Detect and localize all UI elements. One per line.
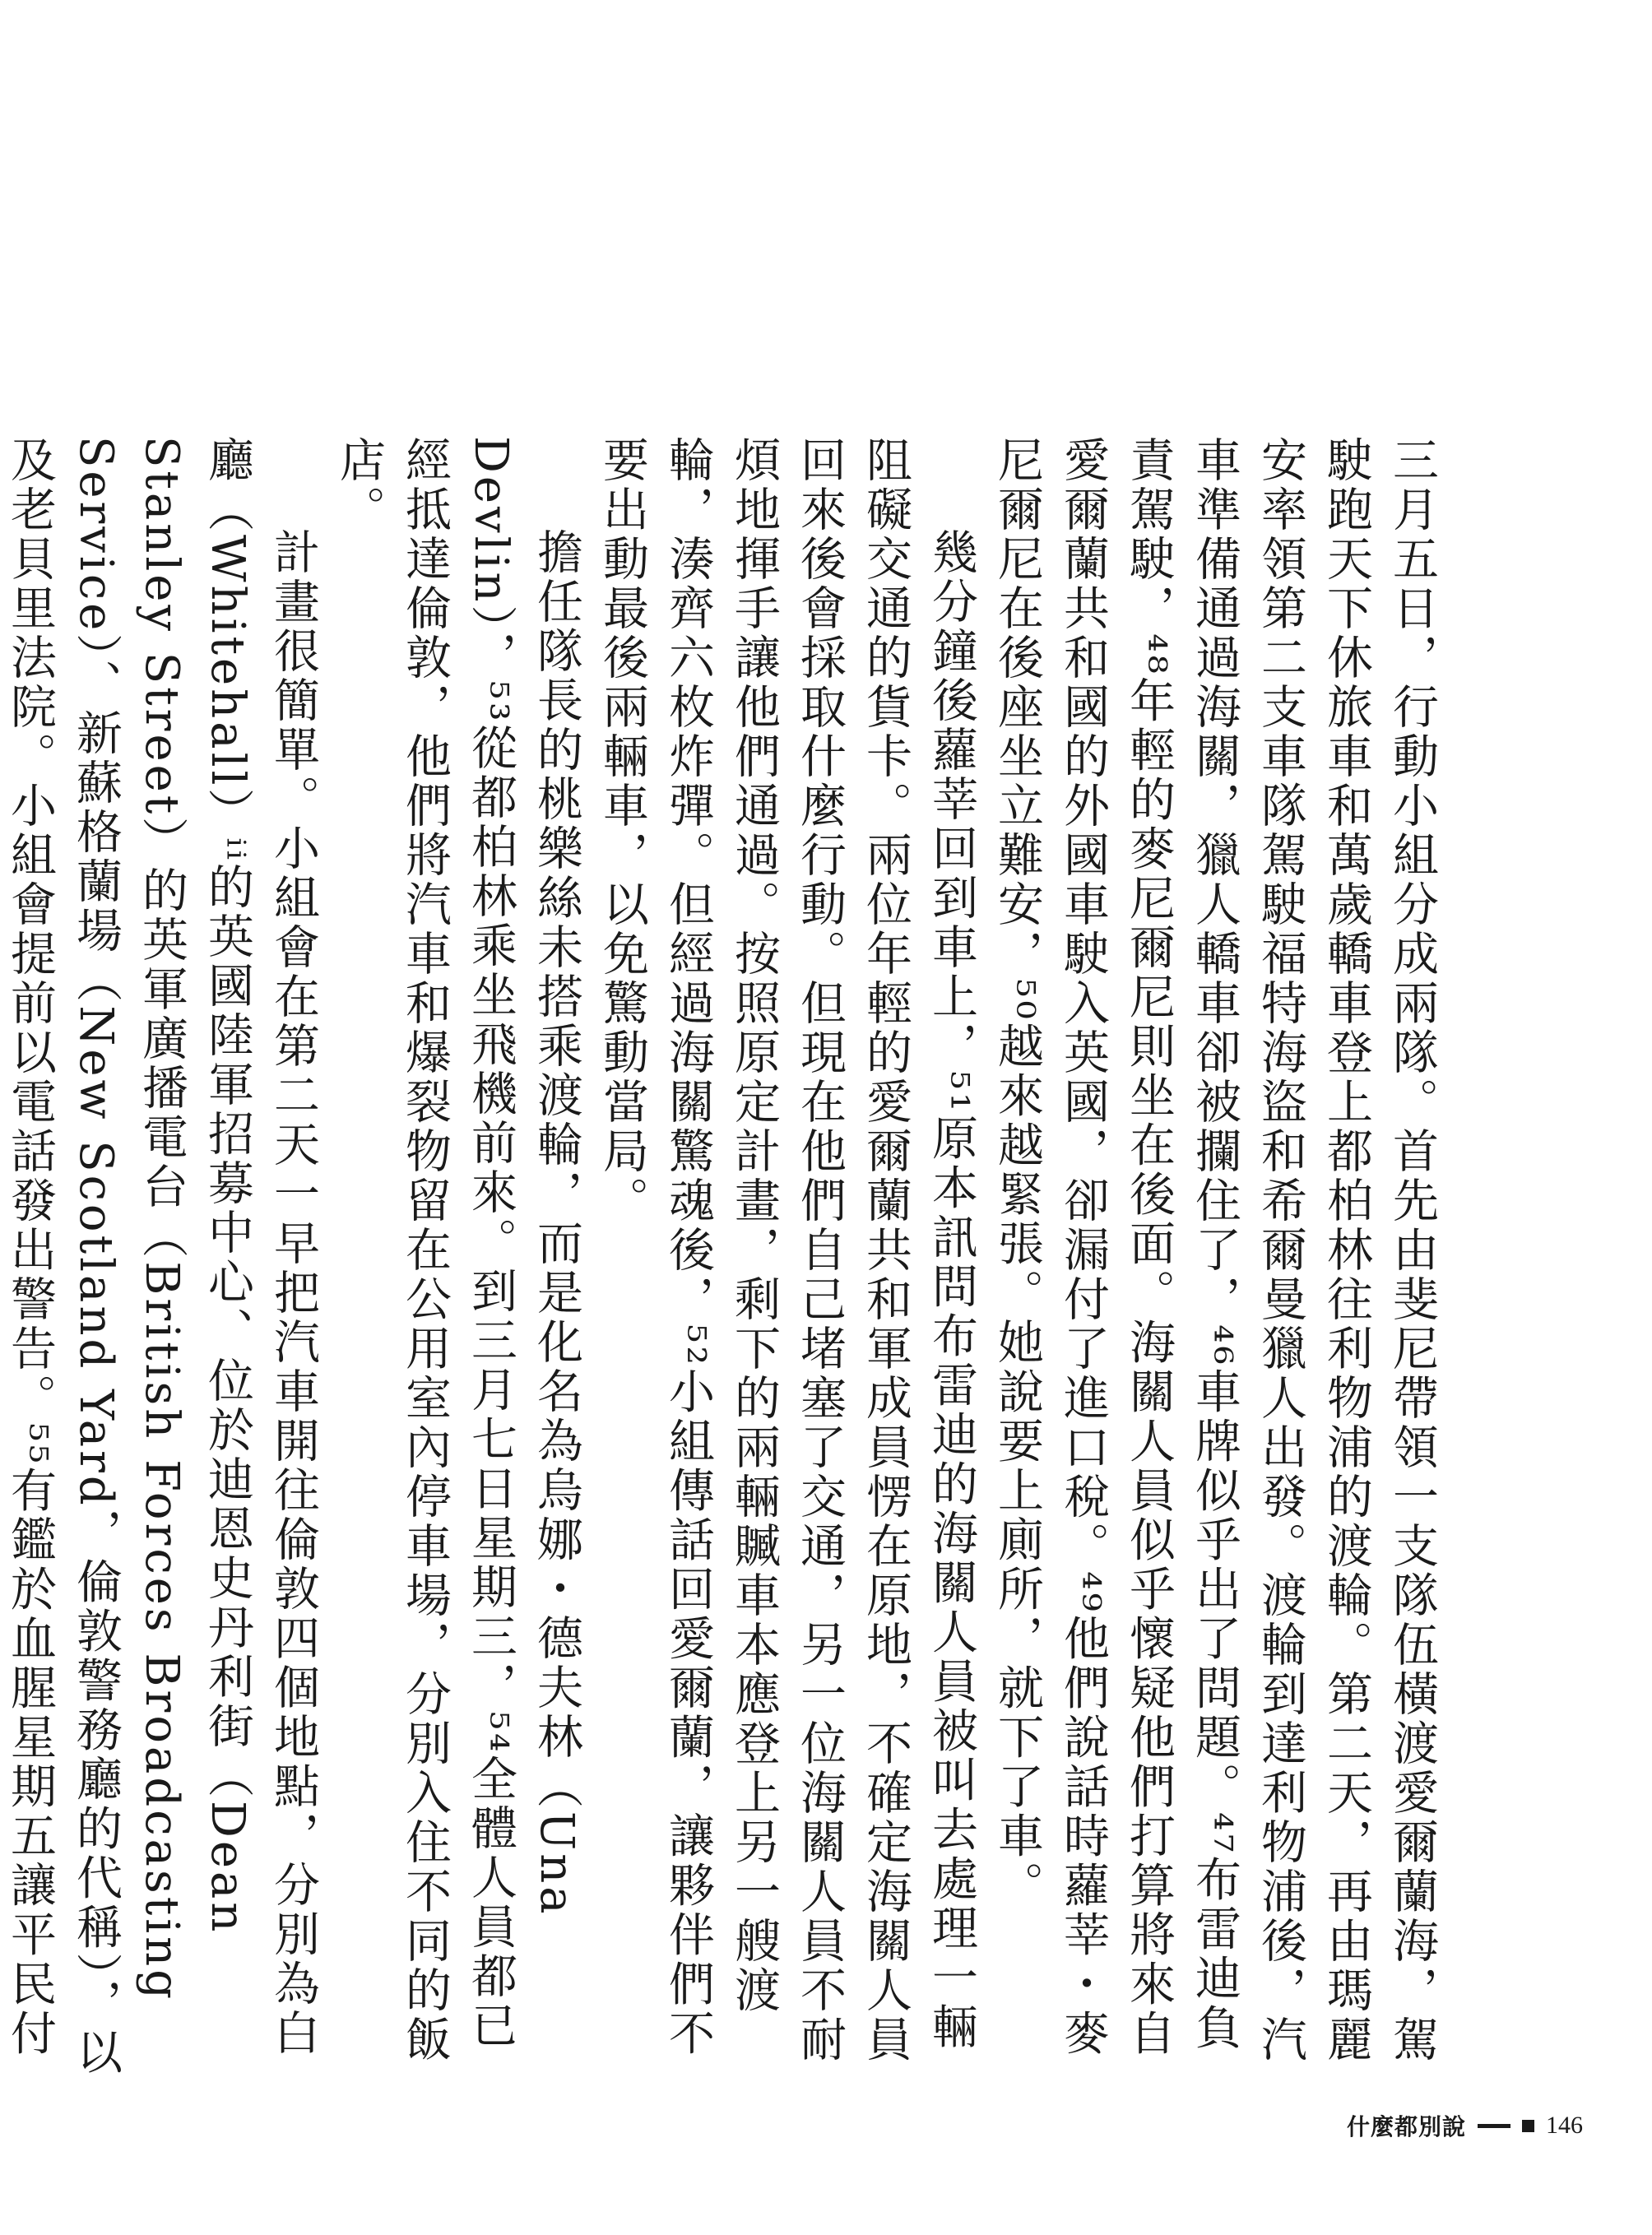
footer-rule [1478,2124,1510,2128]
paragraph-3: 擔任隊長的桃樂絲未搭乘渡輪，而是化名為烏娜・德夫林（Una Devlin），⁵³從都柏林乘坐飛機前來。到三月七日星期三，⁵⁴全體人員都已經抵達倫敦，他們將汽車和爆裂物留在公用室內停車場，分別入住不同的飯店。 [332,436,583,2065]
footer-square-icon [1522,2120,1534,2132]
paragraph-1: 三月五日，行動小組分成兩隊。首先由斐尼帶領一支隊伍橫渡愛爾蘭海，駕駛跑天下休旅車和萬歲轎車登上都柏林往利物浦的渡輪。第二天，再由瑪麗安率領第二支車隊駕駛福特海盜和希爾曼獵人出發。渡輪到達利物浦後，汽車準備通過海關，獵人轎車卻被攔住了，⁴⁶車牌似乎出了問題。⁴⁷布雷迪負責駕駛，⁴⁸年輕的麥尼爾尼則坐在後面。海關人員似乎懷疑他們打算將來自愛爾蘭共和國的外國車駛入英國，卻漏付了進口稅。⁴⁹他們說話時蘿莘・麥尼爾尼在後座坐立難安，⁵⁰越來越緊張。她說要上廁所，就下了車。 [991,436,1439,2065]
body-text [3,436,1445,2098]
page-number: 146 [1546,2112,1583,2139]
running-title: 什麼都別說 [1346,2113,1466,2140]
page-footer [1347,2109,1583,2142]
paragraph-4: 計畫很簡單。小組會在第二天一早把汽車開往倫敦四個地點，分別為白廳（Whitehall）ⁱⁱ的英國陸軍招募中心、位於迪恩史丹利街（Dean Stanley Street）的英軍廣播電台（British Forces Broadcasting Service）、新蘇格蘭場（New Scotland Yard，倫敦警務廳的代稱），以及老貝里法院。小組會提前以電話發出警告。⁵⁵有鑑於血腥星期五讓平民付 [3,436,320,2078]
paragraph-2: 幾分鐘後蘿莘回到車上，⁵¹原本訊問布雷迪的海關人員被叫去處理一輛阻礙交通的貨卡。兩位年輕的愛爾蘭共和軍成員愣在原地，不確定海關人員回來後會採取什麼行動。但現在他們自己堵塞了交通，另一位海關人員不耐煩地揮手讓他們通過。按照原定計畫，剩下的兩輛贓車本應登上另一艘渡輪，湊齊六枚炸彈。但經過海關驚魂後，⁵²小組傳話回愛爾蘭，讓夥伴們不要出動最後兩輛車，以免驚動當局。 [596,436,978,2065]
